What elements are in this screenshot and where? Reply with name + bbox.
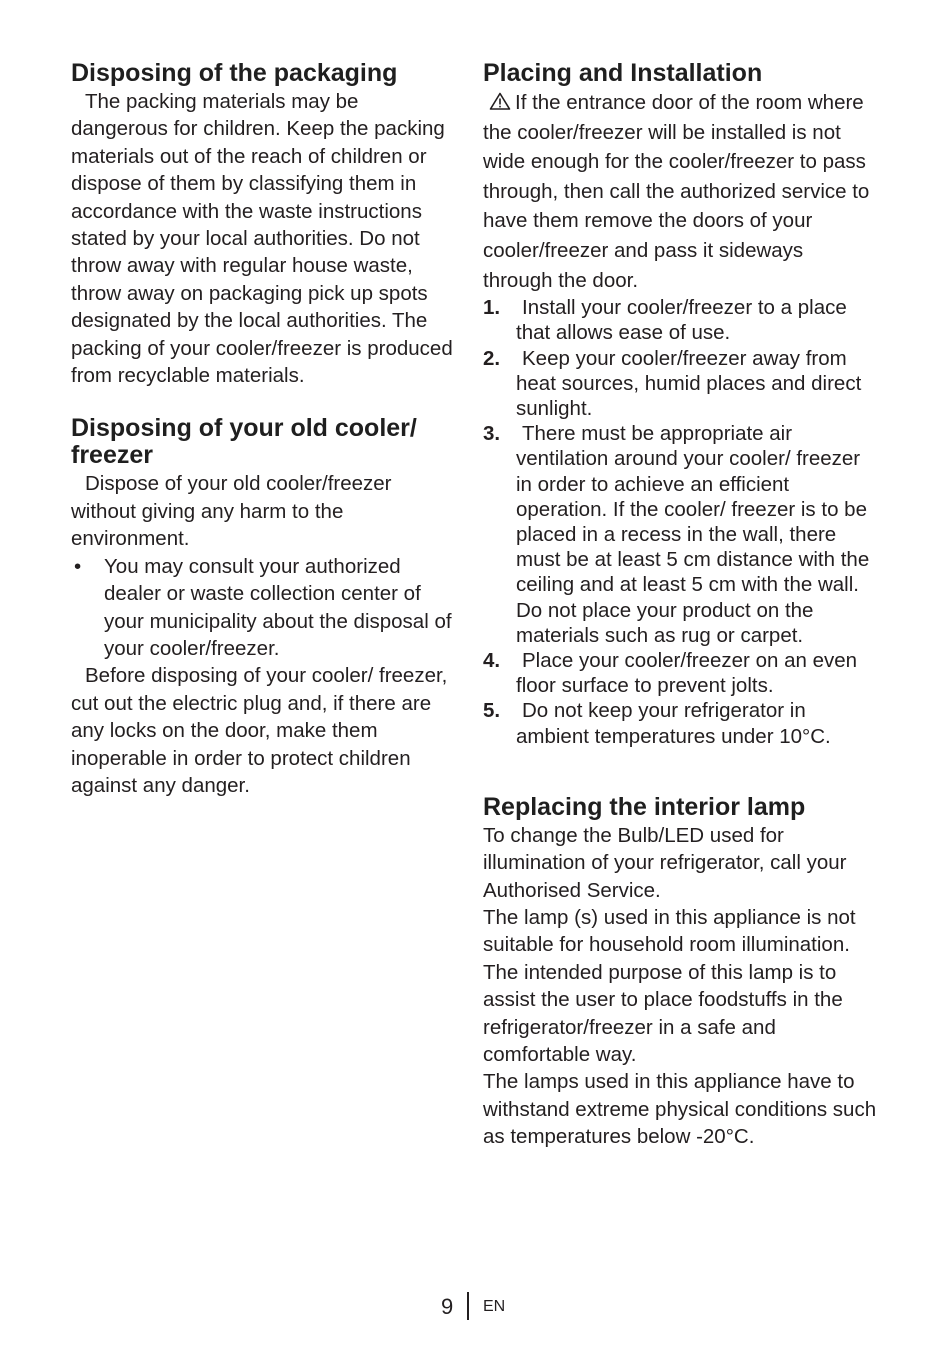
warning-icon [489,92,511,110]
footer-divider [467,1292,469,1320]
section-gap [483,749,878,794]
placing-heading: Placing and Installation [483,59,763,87]
bullet-text: You may consult your authorized dealer or waste collection center of your municipality about the disposal of your cooler/freezer. [104,554,452,660]
packaging-heading: Disposing of the packaging [71,59,398,87]
list-item [483,346,878,422]
lamp-paragraph-2: The lamp (s) used in this appliance is not suitable for household room illumination. The intended purpose of this lamp is to assist the user to place foodstuffs in the refrigerator/freezer in a safe and comfortable way. [483,906,856,1067]
packaging-body: The packing materials may be dangerous for children. Keep the packing materials out of the reach of children or dispose of them by classifying them in accordance with the waste instructions stated by your local authorities. Do not throw away with regular house waste, throw away on packaging pick up spots designated by the local authorities. The packing of your cooler/freezer is produced from recyclable materials. [71,90,453,388]
language-code: EN [483,1298,506,1315]
page-number: 9 [441,1294,454,1319]
bullet-mark: • [74,554,82,578]
list-item-number: 1. [483,296,501,320]
warning-text: If the entrance door of the room where the cooler/freezer will be installed is not wide enough for the cooler/freezer to pass through, then call the authorized service to have them remove the doors of your cooler/freezer and pass it sideways through the door. [483,91,870,292]
old-appliance-outro: Before disposing of your cooler/ freezer, cut out the electric plug and, if there are any locks on the door, make them inoperable in order to protect children against any danger. [71,664,448,797]
list-item-text: Place your cooler/freezer on an even floor surface to prevent jolts. [516,649,858,698]
list-item-text: Do not keep your refrigerator in ambient temperatures under 10°C. [516,699,831,748]
list-item-number: 3. [483,422,501,446]
old-appliance-bullet [71,553,456,663]
section-gap [71,389,456,415]
list-item [483,698,878,748]
list-item-text: Keep your cooler/freezer away from heat sources, humid places and direct sunlight. [516,346,862,420]
right-column [483,60,878,1151]
list-item-number: 2. [483,346,501,370]
lamp-heading: Replacing the interior lamp [483,792,806,821]
list-item [483,648,878,698]
left-column [71,60,456,799]
lamp-paragraph-1: To change the Bulb/LED used for illumination of your refrigerator, call your Authorised Service. [483,823,847,902]
page-footer [0,1292,950,1322]
placing-list [483,295,878,749]
list-item-text: There must be appropriate air ventilation around your cooler/ freezer in order to achieve an efficient operation. If the cooler/ freezer is to be placed in a recess in the wall, there must be at least 5 cm distance with the ceiling and at least 5 cm with the wall. Do not place your product on the materials such as rug or carpet. [516,422,870,647]
old-appliance-intro: Dispose of your old cooler/freezer without giving any harm to the environment. [71,472,392,551]
list-item-number: 5. [483,699,501,723]
list-item [483,421,878,648]
list-item [483,295,878,345]
list-item-text: Install your cooler/freezer to a place that allows ease of use. [516,296,847,345]
placing-warning [483,88,878,295]
list-item-number: 4. [483,649,501,672]
lamp-paragraph-3: The lamps used in this appliance have to withstand extreme physical conditions such as temperatures below -20°C. [483,1070,877,1149]
old-appliance-heading: Disposing of your old cooler/ freezer [71,414,417,470]
